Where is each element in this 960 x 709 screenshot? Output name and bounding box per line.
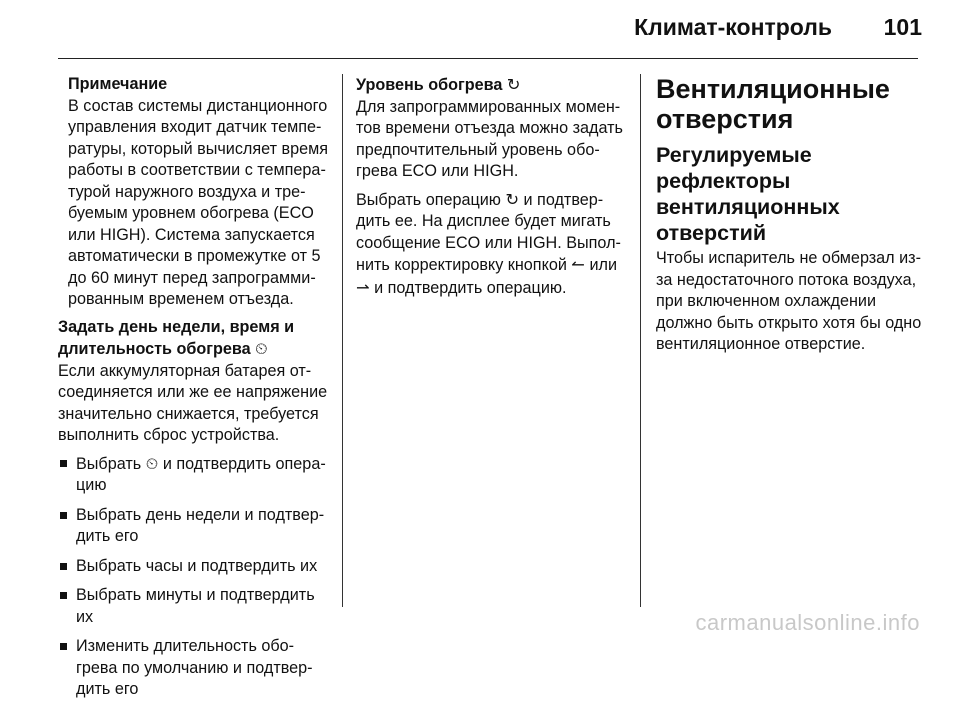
clock-icon: ⏲ [255,339,268,358]
bullet-text: Выбрать день недели и подтвер-дить его [76,505,325,545]
right-button-icon: ⇀ [356,277,370,297]
section-heading-text: Задать день недели, время и длительность обогрева [58,317,295,358]
heat-level-para1: Для запрограммированных момен-тов времени отъезда можно задать предпочтительный уровень обо-грева ECO или HIGH. [356,97,623,180]
bullet-text-after: и подтвердить опера-цию [76,454,326,494]
heat-level-icon: ↻ [505,189,520,209]
heat-level-heading-text: Уровень обогрева [356,76,503,94]
column-2 [356,74,628,305]
bullet-text: Изменить длительность обо-грева по умолчанию и подтвер-дить его [76,637,313,698]
list-item [58,636,330,701]
heat-level-heading [356,74,628,97]
subsection-title: Регулируемые рефлекторы вентиляционных отверстий [656,143,840,245]
para2-text-d: и подтвердить операцию. [374,278,567,297]
list-item [58,585,330,628]
note-block [58,74,330,311]
section-heading-day-time [58,317,330,361]
bullet-text: Выбрать часы и подтвердить их [76,556,318,575]
heat-level-para2 [356,189,628,300]
bullet-square [60,460,67,467]
list-item [58,453,330,497]
note-text: В состав системы дистанционного управления входит датчик темпе-ратуры, который вычисляет время работы в соответствии с темпера-турой наружного воздуха и тре-буемым уровнем обогрева (ECO или HIGH). Система запускается автоматически в промежутке от 5 до 60 минут перед запрограмми-рованным временем отъезда. [68,96,329,308]
left-button-icon: ↼ [571,255,585,274]
bullet-text: Выбрать минуты и подтвердить их [76,586,315,626]
bullet-square [60,643,67,650]
page-number: 101 [883,14,922,40]
section-title: Вентиляционные отверстия [656,74,890,134]
bullet-square [60,592,67,599]
para2-text-c: или [589,256,617,274]
column-1 [58,74,330,709]
column-3 [656,74,928,362]
para2-text-b: и подтвер-дить ее. На дисплее будет мигать сообщение ECO или HIGH. Выпол-нить корректировку кнопкой [356,190,621,274]
bullet-square [60,563,67,570]
vent-para: Чтобы испаритель не обмерзал из-за недостаточного потока воздуха, при включенном охлаждении должно быть открыто хотя бы одно вентиляционное отверстие. [656,249,922,353]
column-divider-1 [342,74,343,607]
clock-icon: ⏲ [145,453,159,473]
header-title: Климат-контроль [634,14,832,40]
watermark: carmanualsonline.info [695,610,920,635]
column-divider-2 [640,74,641,607]
bullet-text-before: Выбрать [76,454,142,473]
steps-list [58,453,330,701]
bullet-square [60,512,67,519]
list-item [58,505,330,548]
heat-level-icon: ↻ [506,75,521,94]
list-item [58,556,330,578]
note-title: Примечание [68,75,168,93]
section-text: Если аккумуляторная батарея от-соединяется или же ее напряжение значительно снижается, требуется выполнить сброс устройства. [58,361,328,444]
para2-text-a: Выбрать операцию [356,190,501,209]
header-rule [58,58,918,59]
